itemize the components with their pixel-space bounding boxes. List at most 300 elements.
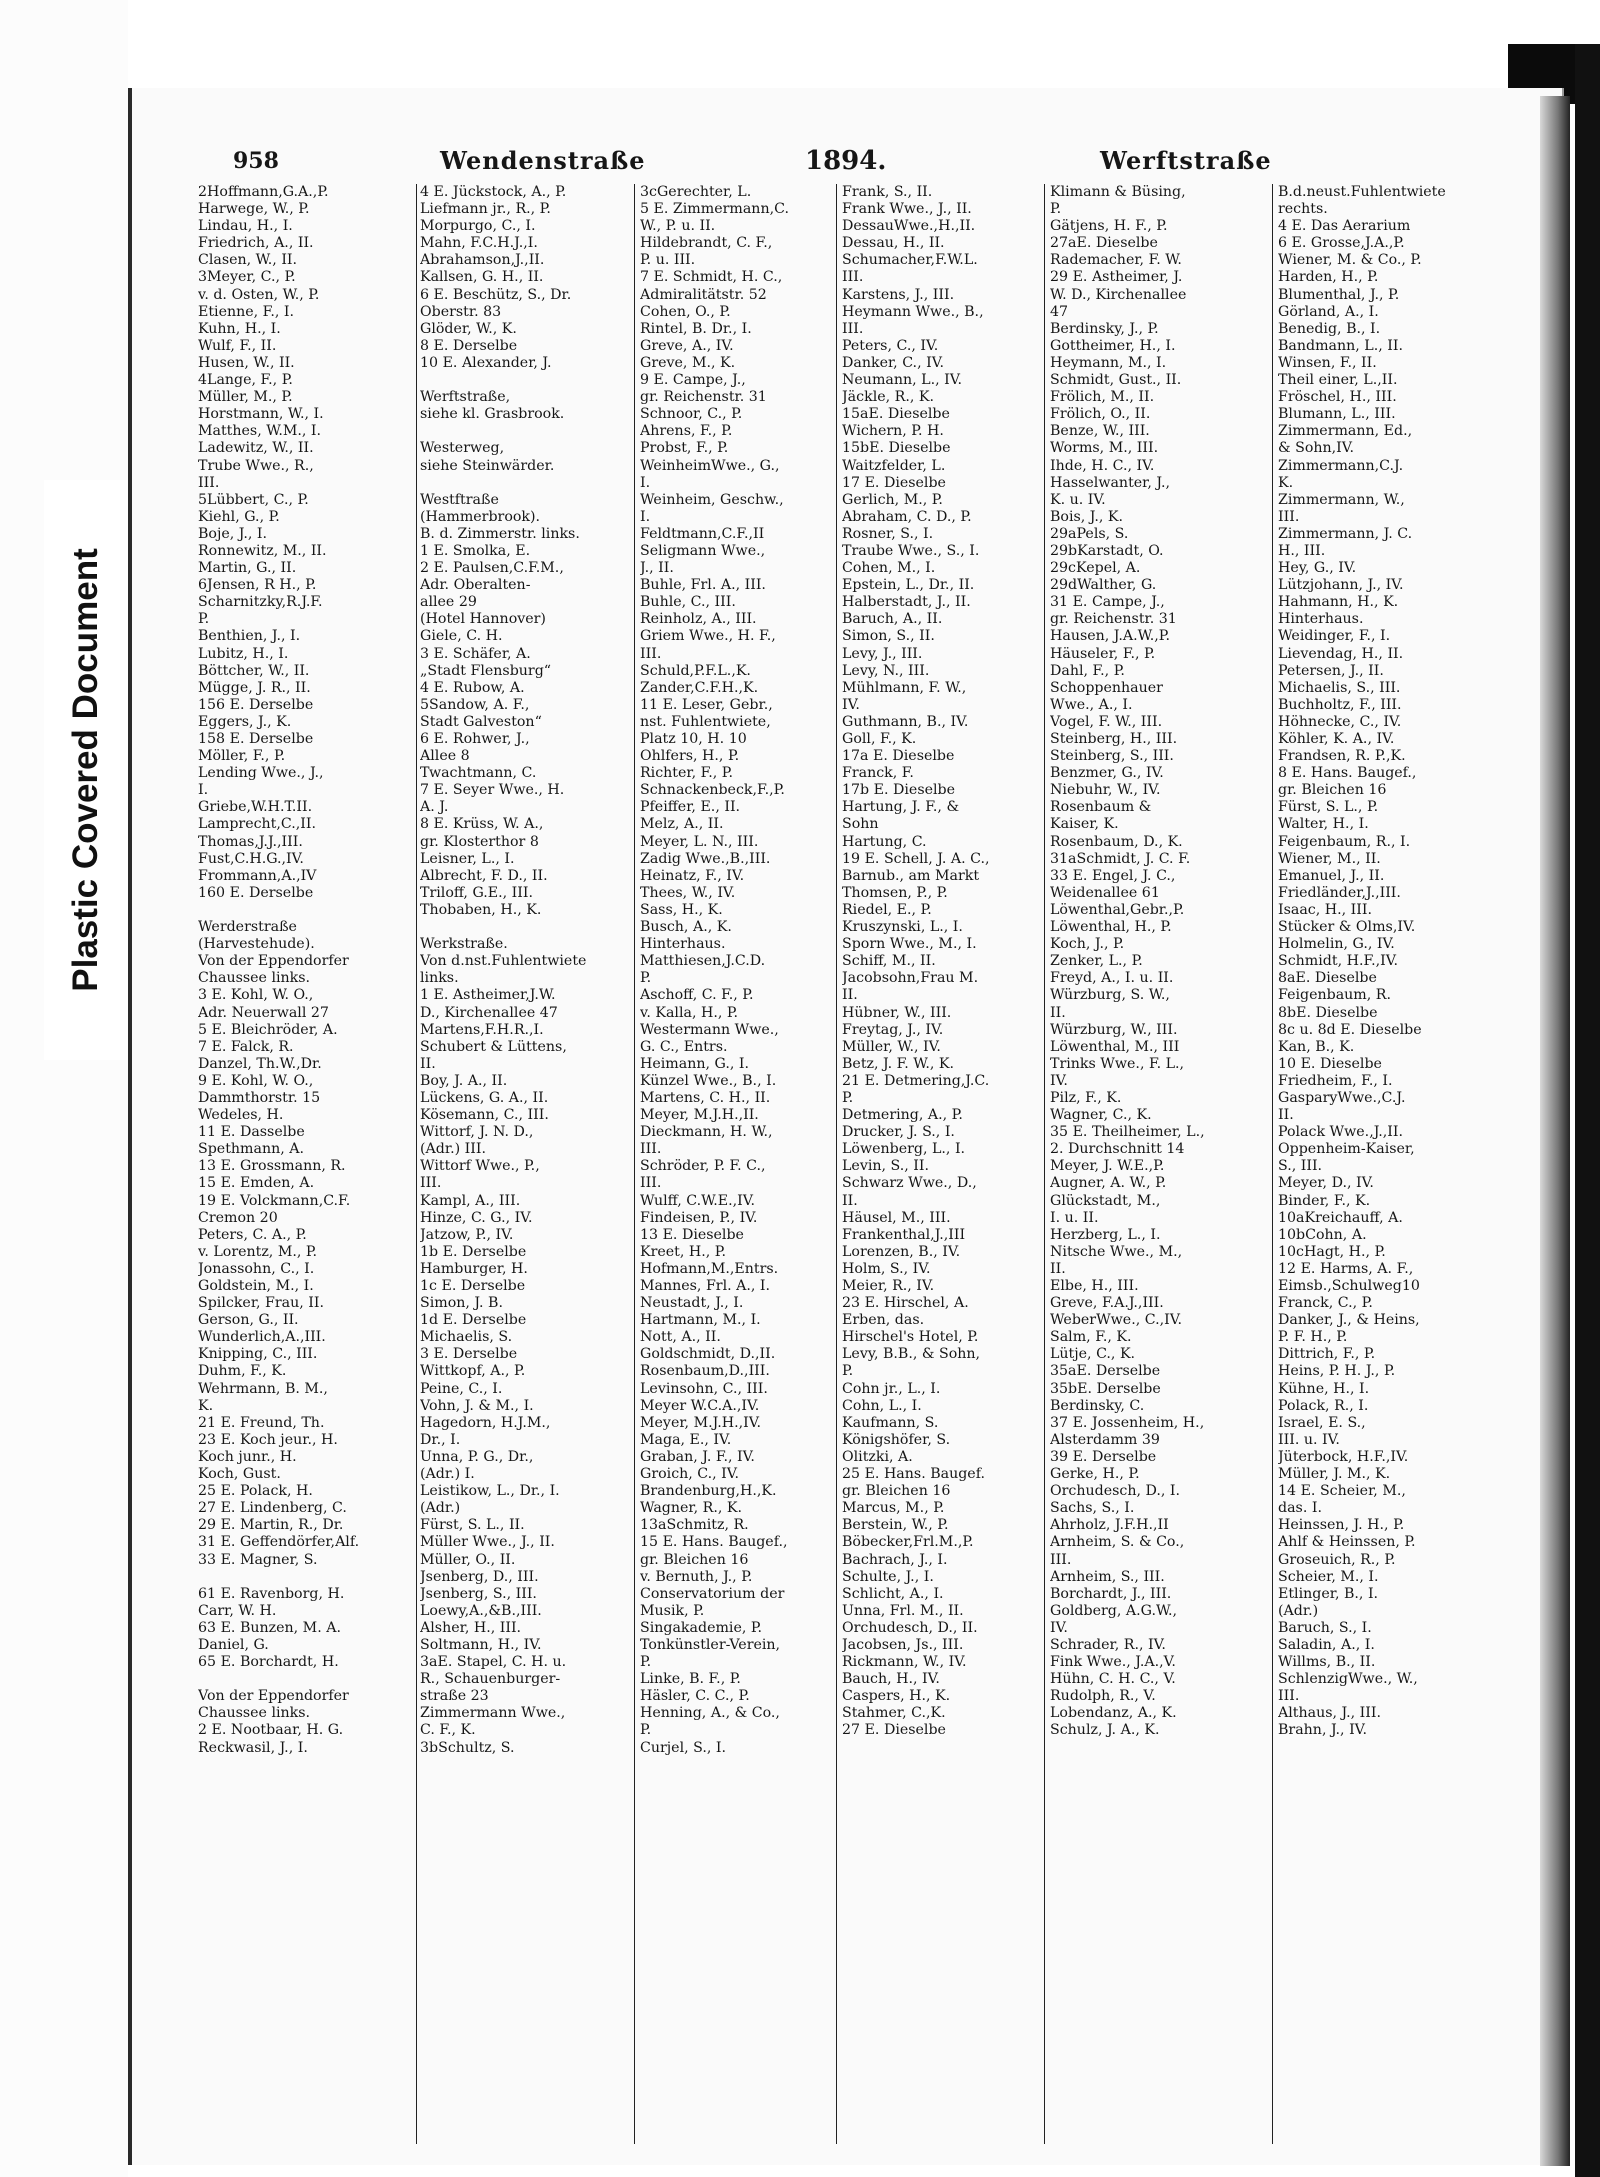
- directory-entry: 31 E. Campe, J.,: [1050, 594, 1165, 611]
- directory-entry: Salm, F., K.: [1050, 1329, 1132, 1346]
- directory-column-5: [1050, 184, 1272, 1740]
- directory-entry: Lubitz, H., I.: [198, 645, 289, 662]
- directory-entry: Rosenbaum,D.,III.: [640, 1363, 770, 1380]
- directory-entry: P.: [842, 1089, 854, 1106]
- directory-entry: Traube Wwe., S., I.: [842, 542, 980, 559]
- directory-entry: Meyer, M.J.H.,IV.: [640, 1414, 761, 1431]
- side-label-text: Plastic Covered Document: [66, 548, 105, 992]
- directory-entry: Bandmann, L., II.: [1278, 337, 1403, 354]
- directory-entry: Giele, C. H.: [420, 628, 503, 645]
- directory-entry: Singakademie, P.: [640, 1619, 763, 1636]
- directory-entry: Scharnitzky,R.J.F.: [198, 594, 323, 611]
- directory-entry: Boje, J., I.: [198, 525, 268, 542]
- directory-column-3: [640, 184, 830, 1757]
- directory-entry: Hirschel's Hotel, P.: [842, 1329, 979, 1346]
- directory-entry: Goldberg, A.G.W.,: [1050, 1602, 1178, 1619]
- directory-entry: gr. Reichenstr. 31: [1050, 611, 1177, 628]
- directory-entry: 35bE. Derselbe: [1050, 1380, 1161, 1397]
- directory-entry: Holmelin, G., IV.: [1278, 936, 1395, 953]
- directory-entry: Schnoor, C., P.: [640, 406, 743, 423]
- page-header: [0, 148, 1600, 184]
- directory-entry: gr. Bleichen 16: [1278, 782, 1387, 799]
- directory-entry: Oppenheim-Kaiser,: [1278, 1141, 1415, 1158]
- directory-entry: 4 E. Rubow, A.: [420, 679, 525, 696]
- directory-entry: I.: [198, 782, 209, 799]
- directory-entry: II.: [420, 1055, 436, 1072]
- directory-entry: Heinssen, J. H., P.: [1278, 1517, 1405, 1534]
- directory-entry: Meyer, M.J.H.,II.: [640, 1107, 759, 1124]
- directory-entry: P. F. H., P.: [1278, 1329, 1348, 1346]
- directory-entry: R., Schauenburger-: [420, 1671, 561, 1688]
- directory-entry: 15aE. Dieselbe: [842, 406, 950, 423]
- directory-entry: Rickmann, W., IV.: [842, 1654, 967, 1671]
- directory-entry: Meyer, J. W.E.,P.: [1050, 1158, 1165, 1175]
- directory-entry: Berstein, W., P.: [842, 1517, 949, 1534]
- directory-entry: Franck, F.: [842, 765, 914, 782]
- directory-entry: Arnheim, S., III.: [1050, 1568, 1165, 1585]
- directory-entry: P.: [640, 1654, 652, 1671]
- directory-entry: 25 E. Hans. Baugef.: [842, 1466, 985, 1483]
- directory-entry: Husen, W., II.: [198, 354, 295, 371]
- directory-entry: Lütje, C., K.: [1050, 1346, 1136, 1363]
- directory-entry: Israel, E. S.,: [1278, 1414, 1366, 1431]
- directory-entry: 29aPels, S.: [1050, 525, 1129, 542]
- directory-entry: Dittrich, F., P.: [1278, 1346, 1376, 1363]
- directory-entry: 5 E. Zimmermann,C.: [640, 201, 789, 218]
- directory-entry: Abraham, C. D., P.: [842, 508, 972, 525]
- directory-entry: II.: [842, 987, 858, 1004]
- directory-entry: SchlenzigWwe., W.,: [1278, 1671, 1418, 1688]
- directory-entry: Wittkopf, A., P.: [420, 1363, 526, 1380]
- directory-entry: Worms, M., III.: [1050, 440, 1159, 457]
- directory-entry: Martens, C. H., II.: [640, 1089, 771, 1106]
- directory-entry: Wiener, M. & Co., P.: [1278, 252, 1422, 269]
- directory-entry: Cremon 20: [198, 1209, 278, 1226]
- directory-entry: III. u. IV.: [1278, 1431, 1340, 1448]
- directory-entry: Greve, M., K.: [640, 354, 736, 371]
- directory-entry: Lückens, G. A., II.: [420, 1089, 549, 1106]
- directory-entry: (Adr.) I.: [420, 1466, 475, 1483]
- directory-entry: 6 E. Grosse,J.A.,P.: [1278, 235, 1405, 252]
- directory-entry: Wichern, P. H.: [842, 423, 944, 440]
- directory-entry: IV.: [1050, 1619, 1068, 1636]
- directory-entry: 31aSchmidt, J. C. F.: [1050, 850, 1191, 867]
- directory-entry: Hinterhaus.: [1278, 611, 1364, 628]
- column-rule: [416, 184, 417, 2144]
- directory-entry: Riedel, E., P.: [842, 901, 932, 918]
- directory-entry: 3bSchultz, S.: [420, 1739, 515, 1756]
- directory-entry: Müller, M., P.: [198, 389, 293, 406]
- directory-entry: Etlinger, B., I.: [1278, 1585, 1379, 1602]
- directory-entry: 13 E. Grossmann, R.: [198, 1158, 346, 1175]
- directory-entry: W. D., Kirchenallee: [1050, 286, 1187, 303]
- directory-entry: Kiehl, G., P.: [198, 508, 280, 525]
- directory-entry: Hasselwanter, J.,: [1050, 474, 1171, 491]
- directory-entry: Oberstr. 83: [420, 303, 502, 320]
- directory-entry: Zadig Wwe.,B.,III.: [640, 850, 771, 867]
- directory-entry: Schoppenhauer: [1050, 679, 1163, 696]
- directory-entry: Schiff, M., II.: [842, 953, 936, 970]
- directory-entry: v. Bernuth, J., P.: [640, 1568, 753, 1585]
- directory-entry: Pilz, F., K.: [1050, 1089, 1122, 1106]
- directory-entry: 5 E. Bleichröder, A.: [198, 1021, 338, 1038]
- directory-entry: Kaiser, K.: [1050, 816, 1119, 833]
- directory-entry: Greve, F.A.J.,III.: [1050, 1295, 1164, 1312]
- directory-entry: Morpurgo, C., I.: [420, 218, 536, 235]
- directory-entry: P.: [198, 611, 210, 628]
- directory-entry: Saladin, A., I.: [1278, 1636, 1375, 1653]
- directory-entry: II.: [842, 1192, 858, 1209]
- directory-entry: 158 E. Derselbe: [198, 731, 314, 747]
- directory-entry: [420, 423, 620, 440]
- directory-entry: 29cKepel, A.: [1050, 560, 1141, 577]
- directory-entry: siehe Steinwärder.: [420, 457, 555, 474]
- directory-entry: Schlicht, A., I.: [842, 1585, 944, 1602]
- directory-entry: Kuhn, H., I.: [198, 320, 281, 337]
- directory-entry: Kreet, H., P.: [640, 1243, 726, 1260]
- directory-entry: Von d.nst.Fuhlentwiete: [420, 953, 587, 970]
- directory-entry: Schumacher,F.W.L.: [842, 252, 978, 269]
- directory-entry: Löwenberg, L., I.: [842, 1141, 966, 1158]
- directory-entry: 8bE. Dieselbe: [1278, 1004, 1378, 1021]
- directory-entry: Werkstraße.: [420, 936, 508, 953]
- directory-entry: 27 E. Dieselbe: [842, 1722, 946, 1739]
- directory-entry: Heins, P. H. J., P.: [1278, 1363, 1396, 1380]
- directory-entry: Caspers, H., K.: [842, 1688, 951, 1705]
- directory-entry: Weinheim, Geschw.,: [640, 491, 784, 508]
- directory-entry: Winsen, F., II.: [1278, 354, 1377, 371]
- directory-entry: [198, 902, 416, 919]
- directory-entry: Eggers, J., K.: [198, 713, 292, 730]
- directory-entry: Koch junr., H.: [198, 1448, 297, 1465]
- directory-entry: G. C., Entrs.: [640, 1038, 728, 1055]
- directory-entry: 33 E. Engel, J. C.,: [1050, 867, 1176, 884]
- directory-entry: Probst, F., P.: [640, 440, 729, 457]
- directory-entry: Wunderlich,A.,III.: [198, 1329, 326, 1346]
- directory-entry: Häsler, C. C., P.: [640, 1688, 750, 1705]
- directory-entry: Sachs, S., I.: [1050, 1500, 1135, 1517]
- directory-entry: Neumann, L., IV.: [842, 372, 962, 389]
- directory-entry: Ahrens, F., P.: [640, 423, 733, 440]
- directory-entry: Cohn jr., L., I.: [842, 1380, 941, 1397]
- directory-entry: 27 E. Lindenberg, C.: [198, 1500, 347, 1517]
- directory-entry: Freyd, A., I. u. II.: [1050, 970, 1174, 987]
- directory-entry: I.: [640, 474, 651, 491]
- directory-entry: Löwenthal, H., P.: [1050, 919, 1172, 936]
- directory-entry: Fust,C.H.G.,IV.: [198, 850, 304, 867]
- directory-entry: Levy, J., III.: [842, 645, 923, 662]
- directory-entry: Lindau, H., I.: [198, 218, 293, 235]
- column-rule: [634, 184, 635, 2144]
- directory-entry: Müller, J. M., K.: [1278, 1466, 1391, 1483]
- directory-column-6: [1278, 184, 1478, 1740]
- directory-entry: Reckwasil, J., I.: [198, 1739, 308, 1756]
- directory-entry: Chaussee links.: [198, 1705, 311, 1722]
- directory-entry: Isaac, H., III.: [1278, 901, 1372, 918]
- directory-entry: Peters, C. A., P.: [198, 1226, 307, 1243]
- directory-entry: 4 E. Das Aerarium: [1278, 218, 1411, 235]
- directory-entry: 11 E. Leser, Gebr.,: [640, 696, 773, 713]
- directory-entry: Ladewitz, W., II.: [198, 440, 314, 457]
- directory-entry: Berdinsky, J., P.: [1050, 320, 1159, 337]
- directory-entry: 5Lübbert, C., P.: [198, 491, 309, 508]
- directory-entry: Baruch, A., II.: [842, 611, 943, 628]
- directory-entry: Höhnecke, C., IV.: [1278, 713, 1402, 730]
- directory-entry: Hausen, J.A.W.,P.: [1050, 628, 1170, 645]
- directory-entry: III.: [420, 1175, 442, 1192]
- directory-entry: Schröder, P. F. C.,: [640, 1158, 766, 1175]
- directory-entry: III.: [1050, 1551, 1072, 1568]
- directory-entry: III.: [198, 474, 220, 491]
- directory-entry: Adr. Neuerwall 27: [198, 1004, 329, 1021]
- directory-entry: Schubert & Lüttens,: [420, 1038, 567, 1055]
- directory-entry: Knipping, C., III.: [198, 1346, 318, 1363]
- directory-entry: Blumann, L., III.: [1278, 406, 1396, 423]
- directory-entry: A. J.: [420, 799, 449, 816]
- directory-entry: Maga, E., IV.: [640, 1431, 732, 1448]
- directory-entry: Graban, J. F., IV.: [640, 1448, 755, 1465]
- directory-entry: IV.: [1050, 1072, 1068, 1089]
- directory-entry: Brahn, J., IV.: [1278, 1722, 1367, 1739]
- directory-entry: Wulf, F., II.: [198, 337, 277, 354]
- directory-entry: Petersen, J., II.: [1278, 662, 1384, 679]
- directory-entry: Von der Eppendorfer: [198, 1688, 349, 1705]
- directory-entry: Trube Wwe., R.,: [198, 457, 314, 474]
- directory-entry: 17a E. Dieselbe: [842, 748, 955, 765]
- directory-entry: Niebuhr, W., IV.: [1050, 782, 1161, 799]
- directory-entry: Detmering, A., P.: [842, 1107, 963, 1124]
- directory-entry: 27aE. Dieselbe: [1050, 235, 1158, 252]
- directory-entry: Dahl, F., P.: [1050, 662, 1125, 679]
- directory-entry: Hühn, C. H. C., V.: [1050, 1671, 1176, 1688]
- directory-entry: Buhle, Frl. A., III.: [640, 577, 766, 594]
- directory-entry: Seligmann Wwe.,: [640, 542, 766, 559]
- directory-entry: Wwe., A., I.: [1050, 696, 1133, 713]
- directory-entry: Benzmer, G., IV.: [1050, 765, 1164, 782]
- directory-entry: 35aE. Derselbe: [1050, 1363, 1161, 1380]
- directory-entry: Jsenberg, S., III.: [420, 1585, 537, 1602]
- directory-entry: Feldtmann,C.F.,II: [640, 525, 765, 542]
- directory-entry: Feigenbaum, R.: [1278, 987, 1391, 1004]
- directory-entry: Steinberg, H., III.: [1050, 731, 1178, 747]
- directory-entry: J., II.: [640, 560, 674, 577]
- directory-entry: Lievendag, H., II.: [1278, 645, 1404, 662]
- directory-entry: Levin, S., II.: [842, 1158, 929, 1175]
- directory-entry: III.: [1278, 1688, 1300, 1705]
- directory-entry: II.: [1050, 1260, 1066, 1277]
- directory-entry: Müller Wwe., J., II.: [420, 1534, 555, 1551]
- directory-entry: Vogel, F. W., III.: [1050, 713, 1163, 730]
- directory-entry: Henning, A., & Co.,: [640, 1705, 780, 1722]
- directory-entry: 2 E. Paulsen,C.F.M.,: [420, 560, 564, 577]
- directory-entry: Danker, C., IV.: [842, 354, 944, 371]
- directory-entry: Kruszynski, L., I.: [842, 919, 963, 936]
- directory-entry: Marcus, M., P.: [842, 1500, 945, 1517]
- directory-entry: Polack Wwe.,J.,II.: [1278, 1124, 1404, 1141]
- directory-entry: Busch, A., K.: [640, 919, 732, 936]
- directory-entry: Unna, Frl. M., II.: [842, 1602, 964, 1619]
- directory-entry: Chaussee links.: [198, 970, 311, 987]
- directory-entry: Stücker & Olms,IV.: [1278, 919, 1416, 936]
- directory-entry: D., Kirchenallee 47: [420, 1004, 558, 1021]
- directory-column-2: [420, 184, 620, 1757]
- directory-entry: Cohn, L., I.: [842, 1397, 922, 1414]
- directory-entry: Aschoff, C. F., P.: [640, 987, 754, 1004]
- directory-entry: 1d E. Derselbe: [420, 1312, 527, 1329]
- directory-entry: Kan, B., K.: [1278, 1038, 1355, 1055]
- directory-entry: Werderstraße: [198, 919, 297, 936]
- directory-entry: Zimmermann, J. C.: [1278, 525, 1413, 542]
- directory-entry: Arnheim, S. & Co.,: [1050, 1534, 1185, 1551]
- directory-entry: 12 E. Harms, A. F.,: [1278, 1260, 1414, 1277]
- directory-entry: [198, 1569, 416, 1586]
- directory-entry: 29 E. Astheimer, J.: [1050, 269, 1183, 286]
- directory-entry: Neustadt, J., I.: [640, 1295, 744, 1312]
- directory-entry: Schulte, J., I.: [842, 1568, 934, 1585]
- directory-entry: 3Meyer, C., P.: [198, 269, 296, 286]
- directory-entry: Nitsche Wwe., M.,: [1050, 1243, 1183, 1260]
- directory-entry: Heimann, G., I.: [640, 1055, 749, 1072]
- directory-entry: Fürst, S. L., P.: [1278, 799, 1379, 816]
- directory-entry: Heymann Wwe., B.,: [842, 303, 984, 320]
- directory-entry: Goll, F., K.: [842, 731, 917, 747]
- directory-entry: 21 E. Detmering,J.C.: [842, 1072, 990, 1089]
- directory-entry: Hartmann, M., I.: [640, 1312, 761, 1329]
- directory-entry: Westftraße: [420, 491, 499, 508]
- directory-entry: 6Jensen, R H., P.: [198, 577, 317, 594]
- directory-entry: Triloff, G.E., III.: [420, 884, 534, 901]
- directory-entry: Linke, B. F., P.: [640, 1671, 741, 1688]
- directory-entry: Klimann & Büsing,: [1050, 184, 1186, 200]
- directory-entry: Nott, A., II.: [640, 1329, 721, 1346]
- directory-entry: 47: [1050, 303, 1069, 320]
- directory-entry: Hinze, C. G., IV.: [420, 1209, 533, 1226]
- directory-entry: Polack, R., I.: [1278, 1397, 1369, 1414]
- directory-entry: Frank, S., II.: [842, 184, 933, 200]
- directory-entry: Frank Wwe., J., II.: [842, 201, 972, 218]
- directory-entry: Rosenbaum, D., K.: [1050, 833, 1183, 850]
- directory-entry: Gerke, H., P.: [1050, 1466, 1140, 1483]
- directory-entry: Lending Wwe., J.,: [198, 765, 324, 782]
- directory-entry: 13aSchmitz, R.: [640, 1517, 749, 1534]
- directory-entry: Trinks Wwe., F. L.,: [1050, 1055, 1185, 1072]
- directory-entry: [420, 372, 620, 389]
- directory-entry: Jacobsohn,Frau M.: [842, 970, 979, 987]
- directory-entry: III.: [640, 645, 662, 662]
- directory-entry: Kühne, H., I.: [1278, 1380, 1370, 1397]
- directory-entry: Friedrich, A., II.: [198, 235, 314, 252]
- directory-entry: K.: [198, 1397, 214, 1414]
- directory-entry: 8c u. 8d E. Dieselbe: [1278, 1021, 1422, 1038]
- directory-entry: Meyer W.C.A.,IV.: [640, 1397, 760, 1414]
- directory-entry: H., III.: [1278, 542, 1326, 559]
- directory-entry: 10bCohn, A.: [1278, 1226, 1367, 1243]
- directory-entry: Horstmann, W., I.: [198, 406, 324, 423]
- column-rule: [1044, 184, 1045, 2144]
- directory-entry: Fürst, S. L., II.: [420, 1517, 525, 1534]
- directory-entry: Stadt Galveston“: [420, 713, 542, 730]
- directory-entry: Weidenallee 61: [1050, 884, 1160, 901]
- column-rule: [836, 184, 837, 2144]
- directory-entry: 7 E. Seyer Wwe., H.: [420, 782, 565, 799]
- directory-column-4: [842, 184, 1038, 1740]
- directory-entry: 29 E. Martin, R., Dr.: [198, 1517, 344, 1534]
- directory-entry: (Adr.): [1278, 1602, 1319, 1619]
- directory-entry: Danzel, Th.W.,Dr.: [198, 1055, 322, 1072]
- directory-entry: Franck, C., P.: [1278, 1295, 1373, 1312]
- directory-entry: Friedländer,J.,III.: [1278, 884, 1401, 901]
- directory-entry: Admiralitätstr. 52: [640, 286, 767, 303]
- directory-entry: Alsher, H., III.: [420, 1619, 522, 1636]
- directory-entry: 61 E. Ravenborg, H.: [198, 1585, 345, 1602]
- directory-entry: Würzburg, S. W.,: [1050, 987, 1170, 1004]
- directory-entry: Zimmermann Wwe.,: [420, 1705, 566, 1722]
- directory-entry: Hamburger, H.: [420, 1260, 528, 1277]
- directory-entry: Orchudesch, D., II.: [842, 1619, 978, 1636]
- directory-entry: Schuld,P.F.L.,K.: [640, 662, 751, 679]
- directory-entry: v. Kalla, H., P.: [640, 1004, 739, 1021]
- directory-entry: 7 E. Schmidt, H. C.,: [640, 269, 783, 286]
- directory-entry: 4Lange, F., P.: [198, 372, 293, 389]
- directory-entry: Orchudesch, D., I.: [1050, 1483, 1181, 1500]
- directory-entry: Waitzfelder, L.: [842, 457, 946, 474]
- directory-entry: Rosner, S., I.: [842, 525, 934, 542]
- directory-entry: 4 E. Jückstock, A., P.: [420, 184, 567, 200]
- directory-entry: Dr., I.: [420, 1431, 461, 1448]
- directory-entry: gr. Klosterthor 8: [420, 833, 539, 850]
- directory-entry: Werftstraße,: [420, 389, 511, 406]
- directory-entry: Scheier, M., I.: [1278, 1568, 1379, 1585]
- directory-entry: Hartung, J. F., &: [842, 799, 960, 816]
- directory-entry: 2Hoffmann,G.A.,P.: [198, 184, 329, 200]
- directory-entry: Unna, P. G., Dr.,: [420, 1448, 534, 1465]
- directory-entry: Wiener, M., II.: [1278, 850, 1381, 867]
- directory-entry: 6 E. Rohwer, J.,: [420, 731, 530, 747]
- directory-entry: Mügge, J. R., II.: [198, 679, 311, 696]
- page-gutter: [1540, 96, 1570, 2166]
- directory-entry: Groseuich, R., P.: [1278, 1551, 1396, 1568]
- directory-entry: Herzberg, L., I.: [1050, 1226, 1161, 1243]
- directory-entry: Leisner, L., I.: [420, 850, 515, 867]
- directory-entry: Griem Wwe., H. F.,: [640, 628, 776, 645]
- directory-entry: Lützjohann, J., IV.: [1278, 577, 1404, 594]
- directory-entry: 9 E. Kohl, W. O.,: [198, 1072, 314, 1089]
- directory-entry: K.: [1278, 474, 1294, 491]
- directory-entry: Benthien, J., I.: [198, 628, 301, 645]
- directory-entry: 37 E. Jossenheim, H.,: [1050, 1414, 1205, 1431]
- directory-entry: Hinterhaus.: [640, 936, 726, 953]
- directory-entry: Tonkünstler-Verein,: [640, 1636, 781, 1653]
- directory-entry: Rudolph, R., V.: [1050, 1688, 1156, 1705]
- directory-entry: Carr, W. H.: [198, 1602, 277, 1619]
- directory-entry: 29dWalther, G.: [1050, 577, 1157, 594]
- directory-entry: Gerson, G., II.: [198, 1312, 299, 1329]
- directory-entry: Buhle, C., III.: [640, 594, 736, 611]
- directory-entry: Löwenthal,Gebr.,P.: [1050, 901, 1185, 918]
- directory-entry: Leistikow, L., Dr., I.: [420, 1483, 560, 1500]
- directory-entry: Pfeiffer, E., II.: [640, 799, 741, 816]
- directory-entry: Frankenthal,J.,III: [842, 1226, 966, 1243]
- directory-entry: WeinheimWwe., G.,: [640, 457, 780, 474]
- column-rule: [1272, 184, 1273, 2144]
- directory-entry: Heymann, M., I.: [1050, 354, 1167, 371]
- directory-entry: Goldstein, M., I.: [198, 1278, 314, 1294]
- directory-entry: Häusel, M., III.: [842, 1209, 951, 1226]
- directory-entry: 160 E. Derselbe: [198, 884, 314, 901]
- directory-entry: 3 E. Schäfer, A.: [420, 645, 531, 662]
- directory-entry: (Hotel Hannover): [420, 611, 546, 628]
- directory-entry: Hübner, W., III.: [842, 1004, 952, 1021]
